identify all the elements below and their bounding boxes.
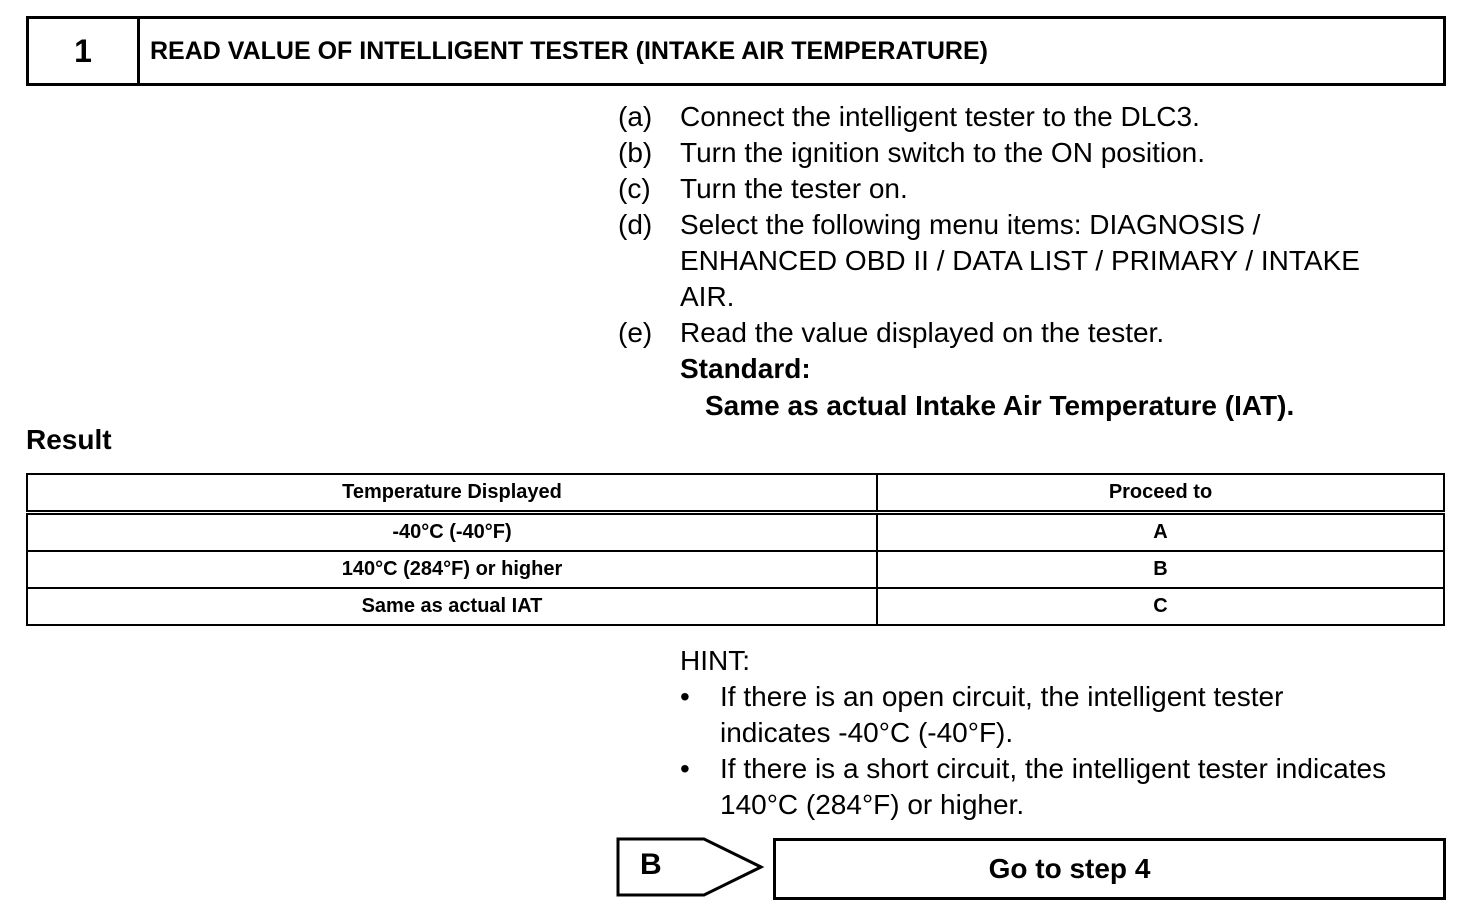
- standard-value: Same as actual Intake Air Temperature (IAT).: [705, 390, 1295, 421]
- table-header-row: [27, 474, 1444, 513]
- instruction-text: Read the value displayed on the tester.: [680, 317, 1165, 348]
- table-header: Temperature Displayed: [27, 474, 877, 513]
- step-header: [26, 16, 1446, 86]
- step-number: 1: [29, 19, 140, 83]
- bullet-text: 140°C (284°F) or higher.: [720, 789, 1025, 820]
- instruction-text: Connect the intelligent tester to the DLC3.: [680, 101, 1200, 132]
- instruction-label: (d): [618, 209, 653, 240]
- table-cell: B: [877, 551, 1444, 588]
- table-cell: 140°C (284°F) or higher: [27, 551, 877, 588]
- table-cell: -40°C (-40°F): [27, 513, 877, 552]
- table-row: [27, 551, 1444, 588]
- result-code-label: B: [640, 848, 662, 881]
- bullet-text: If there is an open circuit, the intelligent tester: [720, 681, 1284, 712]
- instruction-text: Turn the tester on.: [680, 173, 908, 204]
- bullet-marker: •: [680, 681, 690, 712]
- instruction-label: (c): [618, 173, 651, 204]
- instruction-text: AIR.: [680, 281, 735, 312]
- table-row: [27, 588, 1444, 625]
- instruction-text: ENHANCED OBD II / DATA LIST / PRIMARY / INTAKE: [680, 245, 1360, 276]
- table-cell: A: [877, 513, 1444, 552]
- instruction-label: (b): [618, 137, 653, 168]
- result-title: Result: [26, 424, 112, 455]
- goto-step-box: Go to step 4: [773, 838, 1446, 900]
- hint-label: HINT:: [680, 645, 750, 676]
- step-title: READ VALUE OF INTELLIGENT TESTER (INTAKE AIR TEMPERATURE): [150, 36, 988, 65]
- instruction-label: (e): [618, 317, 653, 348]
- instruction-label: (a): [618, 101, 653, 132]
- arrow-box-icon: [616, 837, 768, 899]
- bullet-marker: •: [680, 753, 690, 784]
- standard-label: Standard:: [680, 353, 811, 384]
- table-row: [27, 513, 1444, 552]
- instruction-text: Turn the ignition switch to the ON position.: [680, 137, 1205, 168]
- bullet-text: indicates -40°C (-40°F).: [720, 717, 1014, 748]
- result-table: [26, 473, 1445, 626]
- table-header: Proceed to: [877, 474, 1444, 513]
- instruction-text: Select the following menu items: DIAGNOSIS /: [680, 209, 1261, 240]
- table-cell: Same as actual IAT: [27, 588, 877, 625]
- bullet-text: If there is a short circuit, the intelligent tester indicates: [720, 753, 1387, 784]
- table-cell: C: [877, 588, 1444, 625]
